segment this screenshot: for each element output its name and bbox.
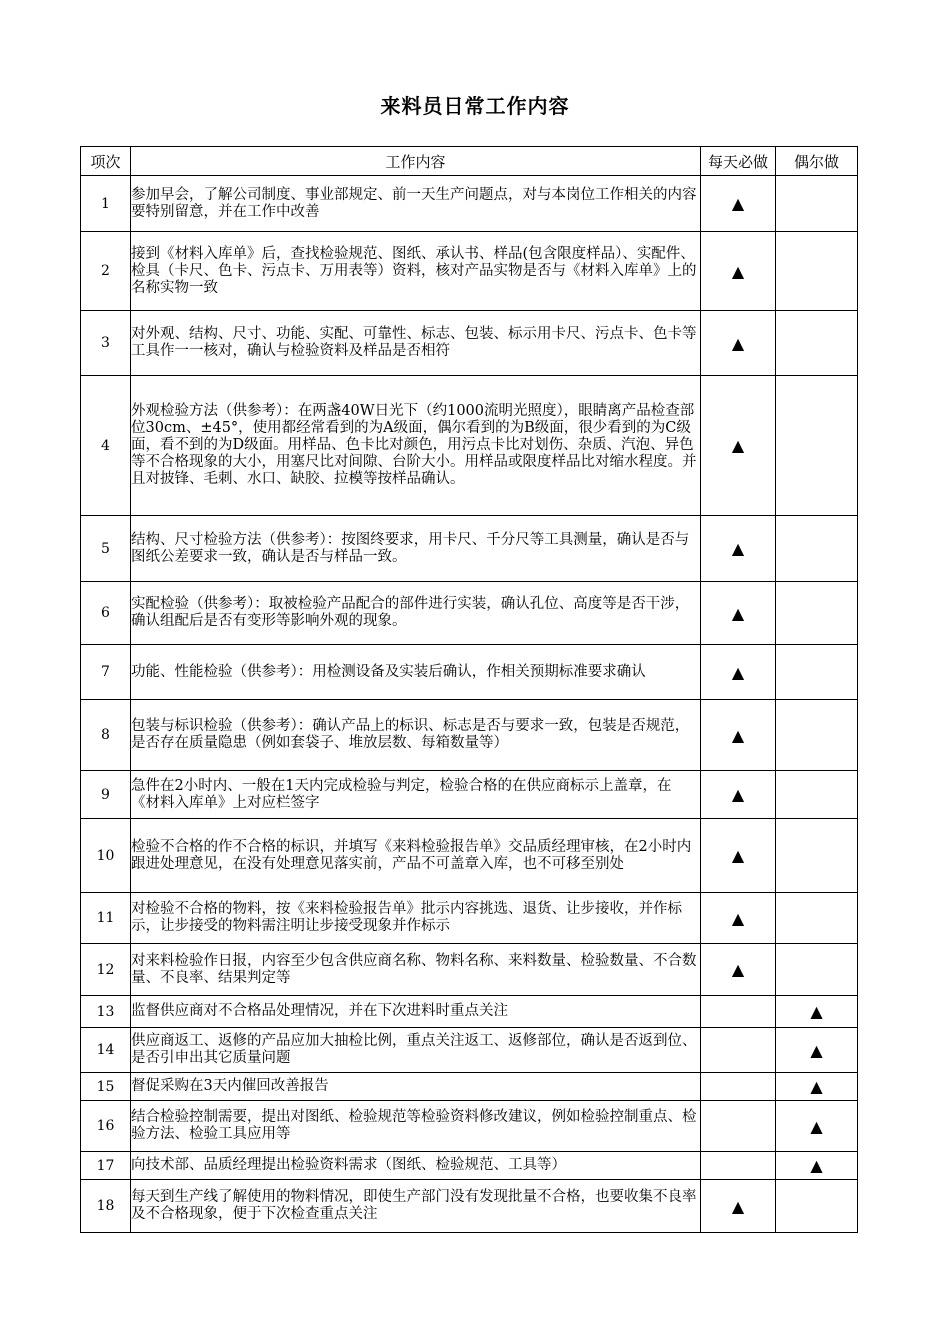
- table-row: [81, 176, 858, 232]
- row-content: 向技术部、品质经理提出检验资料需求（图纸、检验规范、工具等）: [131, 1152, 701, 1180]
- row-number: 15: [81, 1073, 131, 1101]
- daily-mark: [701, 1101, 776, 1152]
- row-number: 10: [81, 819, 131, 893]
- occasional-mark: ▲: [776, 1028, 858, 1073]
- occasional-mark: [776, 700, 858, 771]
- row-content: 供应商返工、返修的产品应加大抽检比例，重点关注返工、返修部位，确认是否返到位、是否引申出其它质量问题: [131, 1028, 701, 1073]
- row-content: 监督供应商对不合格品处理情况，并在下次进料时重点关注: [131, 996, 701, 1028]
- occasional-mark: [776, 819, 858, 893]
- occasional-mark: [776, 311, 858, 376]
- daily-mark: [701, 1152, 776, 1180]
- occasional-mark: [776, 893, 858, 944]
- table-row: [81, 582, 858, 645]
- row-number: 5: [81, 516, 131, 582]
- daily-mark: ▲: [701, 376, 776, 516]
- row-number: 8: [81, 700, 131, 771]
- row-number: 14: [81, 1028, 131, 1073]
- row-content: 结构、尺寸检验方法（供参考）：按图终要求，用卡尺、千分尺等工具测量，确认是否与图纸公差要求一致，确认是否与样品一致。: [131, 516, 701, 582]
- table-row: [81, 1101, 858, 1152]
- row-content: 实配检验（供参考）：取被检验产品配合的部件进行实装，确认孔位、高度等是否干涉，确认组配后是否有变形等影响外观的现象。: [131, 582, 701, 645]
- table-row: [81, 1180, 858, 1233]
- row-number: 13: [81, 996, 131, 1028]
- occasional-mark: ▲: [776, 1152, 858, 1180]
- row-number: 3: [81, 311, 131, 376]
- daily-mark: ▲: [701, 516, 776, 582]
- row-number: 16: [81, 1101, 131, 1152]
- table-row: [81, 996, 858, 1028]
- row-number: 11: [81, 893, 131, 944]
- header-row: [81, 147, 858, 176]
- daily-mark: ▲: [701, 645, 776, 700]
- daily-mark: [701, 996, 776, 1028]
- row-content: 功能、性能检验（供参考）：用检测设备及实装后确认，作相关预期标准要求确认: [131, 645, 701, 700]
- table-row: [81, 516, 858, 582]
- row-number: 2: [81, 232, 131, 311]
- occasional-mark: [776, 944, 858, 996]
- row-content: 督促采购在3天内催回改善报告: [131, 1073, 701, 1101]
- table-row: [81, 771, 858, 819]
- table-row: [81, 819, 858, 893]
- row-number: 18: [81, 1180, 131, 1233]
- row-number: 12: [81, 944, 131, 996]
- table-row: [81, 232, 858, 311]
- daily-mark: ▲: [701, 700, 776, 771]
- row-content: 外观检验方法（供参考）：在两盏40W日光下（约1000流明光照度），眼睛离产品检查部位30cm、±45°，使用都经常看到的为A级面，偶尔看到的为B级面，很少看到的为C级面，看不到的为D级面。用样品、色卡比对颜色，用污点卡比对划伤、杂质、汽泡、异色等不合格现象的大小，用塞尺比对间隙、台阶大小。用样品或限度样品比对缩水程度。并且对披锋、毛刺、水口、缺胶、拉模等按样品确认。: [131, 376, 701, 516]
- row-content: 对来料检验作日报，内容至少包含供应商名称、物料名称、来料数量、检验数量、不合数量、不良率、结果判定等: [131, 944, 701, 996]
- table-row: [81, 1028, 858, 1073]
- table-row: [81, 376, 858, 516]
- row-number: 7: [81, 645, 131, 700]
- row-number: 4: [81, 376, 131, 516]
- table-row: [81, 944, 858, 996]
- row-number: 6: [81, 582, 131, 645]
- daily-mark: ▲: [701, 1180, 776, 1233]
- row-content: 包装与标识检验（供参考）：确认产品上的标识、标志是否与要求一致，包装是否规范，是否存在质量隐患（例如套袋子、堆放层数、每箱数量等）: [131, 700, 701, 771]
- daily-mark: [701, 1028, 776, 1073]
- occasional-mark: [776, 771, 858, 819]
- occasional-mark: ▲: [776, 1073, 858, 1101]
- row-content: 对检验不合格的物料，按《来料检验报告单》批示内容挑选、退货、让步接收，并作标示，让步接受的物料需注明让步接受现象并作标示: [131, 893, 701, 944]
- row-content: 急件在2小时内、一般在1天内完成检验与判定，检验合格的在供应商标示上盖章，在《材料入库单》上对应栏签字: [131, 771, 701, 819]
- row-content: 接到《材料入库单》后，查找检验规范、图纸、承认书、样品(包含限度样品）、实配件、检具（卡尺、色卡、污点卡、万用表等）资料，核对产品实物是否与《材料入库单》上的名称实物一致: [131, 232, 701, 311]
- table-row: [81, 700, 858, 771]
- daily-mark: ▲: [701, 311, 776, 376]
- occasional-mark: [776, 582, 858, 645]
- row-content: 每天到生产线了解使用的物料情况，即使生产部门没有发现批量不合格，也要收集不良率及不合格现象，便于下次检查重点关注: [131, 1180, 701, 1233]
- page-title: 来料员日常工作内容: [380, 94, 570, 118]
- daily-mark: ▲: [701, 944, 776, 996]
- occasional-mark: [776, 232, 858, 311]
- row-number: 1: [81, 176, 131, 232]
- daily-mark: ▲: [701, 582, 776, 645]
- header-no: 项次: [81, 147, 131, 176]
- table-row: [81, 1152, 858, 1180]
- occasional-mark: [776, 176, 858, 232]
- occasional-mark: [776, 516, 858, 582]
- occasional-mark: [776, 376, 858, 516]
- occasional-mark: ▲: [776, 1101, 858, 1152]
- occasional-mark: [776, 645, 858, 700]
- header-content: 工作内容: [131, 147, 701, 176]
- table-row: [81, 893, 858, 944]
- table-row: [81, 311, 858, 376]
- table-row: [81, 645, 858, 700]
- row-content: 对外观、结构、尺寸、功能、实配、可靠性、标志、包装、标示用卡尺、污点卡、色卡等工具作一一核对，确认与检验资料及样品是否相符: [131, 311, 701, 376]
- daily-mark: ▲: [701, 893, 776, 944]
- row-content: 参加早会，了解公司制度、事业部规定、前一天生产问题点，对与本岗位工作相关的内容要特别留意，并在工作中改善: [131, 176, 701, 232]
- daily-mark: ▲: [701, 176, 776, 232]
- work-content-table: [80, 146, 858, 1233]
- daily-mark: ▲: [701, 819, 776, 893]
- occasional-mark: [776, 1180, 858, 1233]
- row-content: 结合检验控制需要，提出对图纸、检验规范等检验资料修改建议，例如检验控制重点、检验方法、检验工具应用等: [131, 1101, 701, 1152]
- table-row: [81, 1073, 858, 1101]
- row-number: 9: [81, 771, 131, 819]
- header-occasional: 偶尔做: [776, 147, 858, 176]
- daily-mark: ▲: [701, 232, 776, 311]
- row-content: 检验不合格的作不合格的标识，并填写《来料检验报告单》交品质经理审核，在2小时内跟进处理意见，在没有处理意见落实前，产品不可盖章入库，也不可移至别处: [131, 819, 701, 893]
- row-number: 17: [81, 1152, 131, 1180]
- header-daily: 每天必做: [701, 147, 776, 176]
- daily-mark: ▲: [701, 771, 776, 819]
- occasional-mark: ▲: [776, 996, 858, 1028]
- daily-mark: [701, 1073, 776, 1101]
